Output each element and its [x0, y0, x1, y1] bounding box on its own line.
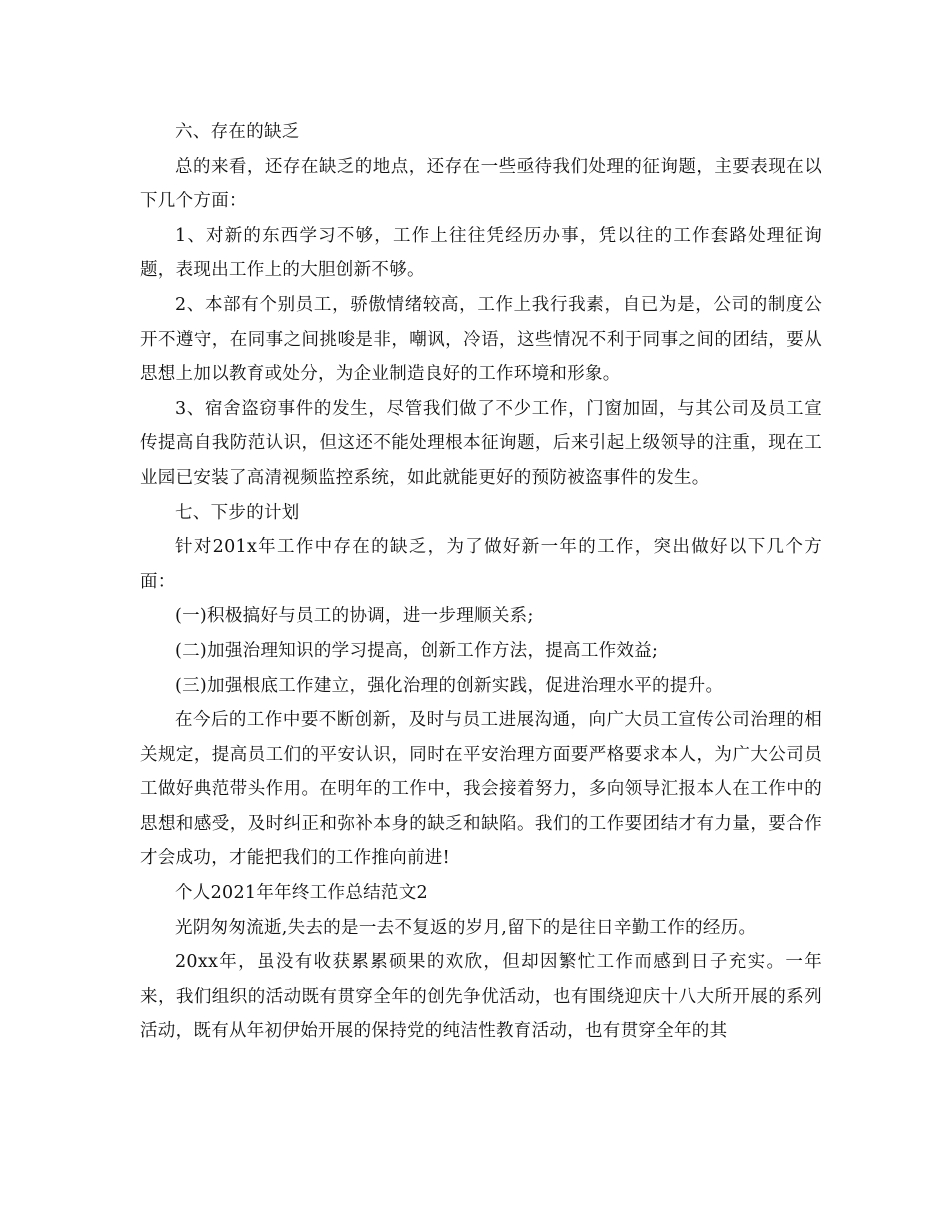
section-heading-shortcomings: 六、存在的缺乏 — [175, 122, 300, 142]
paragraph: 光阴匆匆流逝,失去的是一去不复返的岁月,留下的是往日辛勤工作的经历。 — [175, 917, 757, 938]
list-item: 1、对新的东西学习不够，工作上往往凭经历办事，凭以往的工作套路处理征询题，表现出工作上的大胆创新不够。 — [140, 225, 822, 281]
list-item: 3、宿舍盗窃事件的发生，尽管我们做了不少工作，门窗加固，与其公司及员工宣传提高自我防范认识，但这还不能处理根本征询题，后来引起上级领导的注重，现在工业园已安装了高清视频监控系统，如此就能更好的预防被盗事件的发生。 — [140, 398, 822, 488]
document-body — [140, 115, 822, 1049]
list-item: (二)加强治理知识的学习提高，创新工作方法，提高工作效益; — [175, 640, 659, 661]
paragraph: 总的来看，还存在缺乏的地点，还存在一些亟待我们处理的征询题，主要表现在以下几个方面： — [140, 156, 822, 212]
paragraph: 20xx年，虽没有收获累累硕果的欢欣，但却因繁忙工作而感到日子充实。一年来，我们组织的活动既有贯穿全年的创先争优活动，也有围绕迎庆十八大所开展的系列活动，既有从年初伊始开展的保持党的纯洁性教育活动，也有贯穿全年的其 — [140, 952, 822, 1042]
list-item: (三)加强根底工作建立，强化治理的创新实践，促进治理水平的提升。 — [175, 675, 724, 696]
section-heading-next-plan: 七、下步的计划 — [175, 502, 300, 523]
list-item: (一)积极搞好与员工的协调，进一步理顺关系; — [175, 606, 534, 627]
list-item: 2、本部有个别员工，骄傲情绪较高，工作上我行我素，自已为是，公司的制度公开不遵守，在同事之间挑唆是非，嘲讽，冷语，这些情况不利于同事之间的团结，要从思想上加以教育或处分，为企业制造良好的工作环境和形象。 — [140, 294, 822, 385]
article-title: 个人2021年年终工作总结范文2 — [175, 883, 428, 904]
paragraph: 针对201x年工作中存在的缺乏，为了做好新一年的工作，突出做好以下几个方面： — [140, 537, 822, 592]
paragraph: 在今后的工作中要不断创新，及时与员工进展沟通，向广大员工宣传公司治理的相关规定，提高员工们的平安认识，同时在平安治理方面要严格要求本人，为广大公司员工做好典范带头作用。在明年的工作中，我会接着努力，多向领导汇报本人在工作中的思想和感受，及时纠正和弥补本身的缺乏和缺陷。我们的工作要团结才有力量，要合作才会成功，才能把我们的工作推向前进! — [140, 710, 822, 869]
